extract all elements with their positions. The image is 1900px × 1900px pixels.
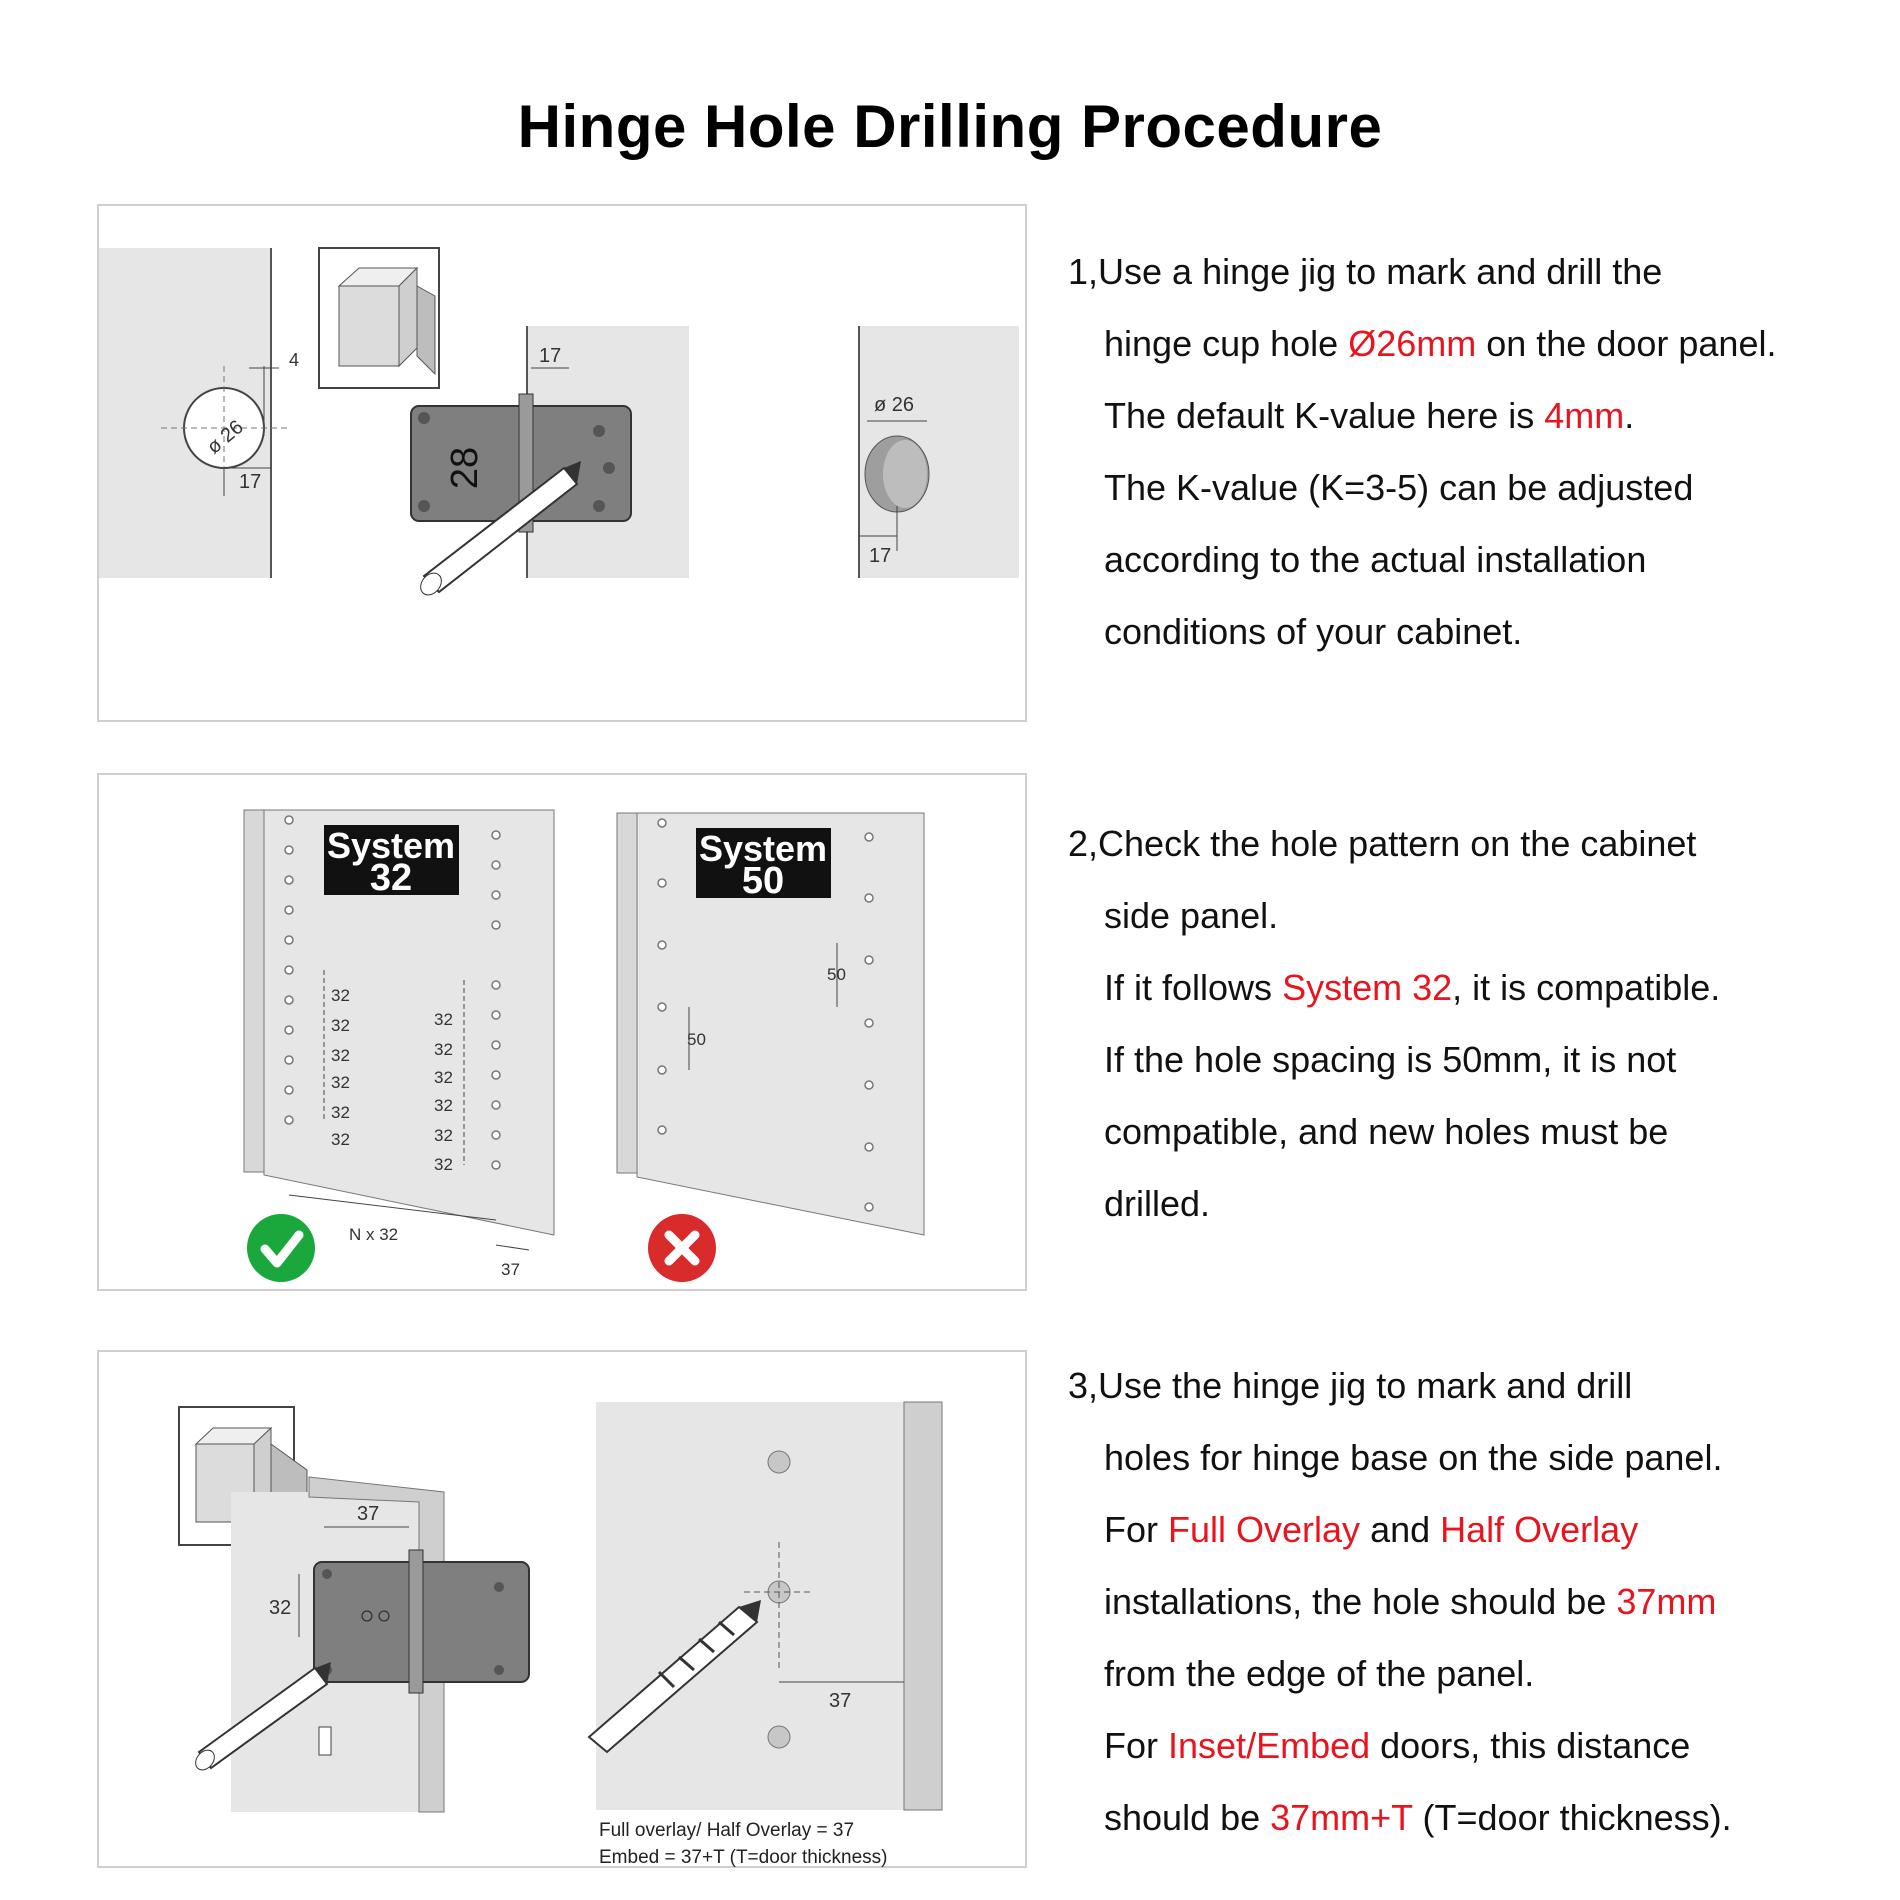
- page-title: Hinge Hole Drilling Procedure: [517, 93, 1383, 160]
- spacing-32-label: 32: [434, 1126, 453, 1145]
- step1-line5: according to the actual installation: [1104, 539, 1647, 580]
- step2-line6: drilled.: [1104, 1183, 1211, 1224]
- n-x-32-label: N x 32: [349, 1225, 399, 1244]
- spacing-32-label: 32: [331, 1016, 350, 1035]
- spacing-50-label: 50: [687, 1030, 706, 1049]
- step3-illustration: [97, 1350, 1027, 1868]
- step2-text: [1068, 808, 1878, 1240]
- dim-37-drill-label: 37: [829, 1690, 852, 1712]
- cup-hole-size: Ø26mm: [1348, 323, 1477, 364]
- step1-illustration: [97, 204, 1027, 722]
- step2-line5: compatible, and new holes must be: [1104, 1111, 1669, 1152]
- step3-line2: holes for hinge base on the side panel.: [1104, 1437, 1723, 1478]
- step1-text: [1068, 236, 1878, 668]
- spacing-32-label: 32: [331, 1046, 350, 1065]
- dim-17-left-label: 17: [239, 471, 262, 493]
- dim-17-jig-label: 17: [539, 345, 562, 367]
- spacing-32-label: 32: [331, 986, 350, 1005]
- check-icon: [247, 1214, 315, 1282]
- step1-line3: The default K-value here is 4mm.: [1104, 395, 1635, 436]
- k-value: 4mm: [1544, 395, 1625, 436]
- caption-line-1: Full overlay/ Half Overlay = 37: [599, 1820, 855, 1841]
- dim-37-jig-label: 37: [357, 1503, 380, 1525]
- step3-line6: For Inset/Embed doors, this distance: [1104, 1725, 1691, 1766]
- inset-embed-highlight: Inset/Embed: [1168, 1725, 1371, 1766]
- dim-diameter-label: ø 26: [202, 416, 248, 459]
- system32-highlight: System 32: [1282, 967, 1453, 1008]
- spacing-32-label: 32: [331, 1073, 350, 1092]
- spacing-32-label: 32: [331, 1130, 350, 1149]
- spacing-32-label: 32: [434, 1040, 453, 1059]
- step2-line1: 2,Check the hole pattern on the cabinet: [1068, 823, 1697, 864]
- spacing-32-label: 32: [434, 1068, 453, 1087]
- caption-line-2: Embed = 37+T (T=door thickness): [599, 1847, 888, 1868]
- step3-line3: For Full Overlay and Half Overlay: [1104, 1509, 1639, 1550]
- step2-line3: If it follows System 32, it is compatible.: [1104, 967, 1721, 1008]
- distance-37mm: 37mm: [1616, 1581, 1717, 1622]
- step3-line1: 3,Use the hinge jig to mark and drill: [1068, 1365, 1633, 1406]
- dim-diameter-right-label: ø 26: [874, 394, 915, 416]
- system50-number: 50: [741, 860, 785, 902]
- dim-32-jig-label: 32: [269, 1597, 292, 1619]
- jig-28-label: 28: [444, 446, 486, 490]
- step1-diagram: [99, 206, 1029, 724]
- dim-4-label: 4: [289, 350, 300, 370]
- step2-line4: If the hole spacing is 50mm, it is not: [1104, 1039, 1677, 1080]
- step1-line6: conditions of your cabinet.: [1104, 611, 1523, 652]
- step3-text: [1068, 1350, 1878, 1854]
- step1-line2: hinge cup hole Ø26mm on the door panel.: [1104, 323, 1777, 364]
- full-overlay-highlight: Full Overlay: [1168, 1509, 1361, 1550]
- spacing-32-label: 32: [434, 1010, 453, 1029]
- step3-diagram: [99, 1352, 1029, 1870]
- spacing-32-label: 32: [434, 1096, 453, 1115]
- step1-line1: 1,Use a hinge jig to mark and drill the: [1068, 251, 1663, 292]
- spacing-50-label: 50: [827, 965, 846, 984]
- system32-number: 32: [369, 857, 413, 899]
- dim-17-right-label: 17: [869, 545, 892, 567]
- step3-line4: installations, the hole should be 37mm: [1104, 1581, 1717, 1622]
- step2-diagram: [99, 775, 1029, 1293]
- system32-label: System: [326, 825, 456, 866]
- dim-37-label: 37: [501, 1260, 520, 1279]
- spacing-32-label: 32: [331, 1103, 350, 1122]
- step3-line7: should be 37mm+T (T=door thickness).: [1104, 1797, 1732, 1838]
- spacing-32-label: 32: [434, 1155, 453, 1174]
- system50-label: System: [698, 828, 828, 869]
- half-overlay-highlight: Half Overlay: [1440, 1509, 1639, 1550]
- step3-line5: from the edge of the panel.: [1104, 1653, 1535, 1694]
- distance-37mm-t: 37mm+T: [1270, 1797, 1413, 1838]
- step2-illustration: [97, 773, 1027, 1291]
- step1-line4: The K-value (K=3-5) can be adjusted: [1104, 467, 1694, 508]
- step2-line2: side panel.: [1104, 895, 1279, 936]
